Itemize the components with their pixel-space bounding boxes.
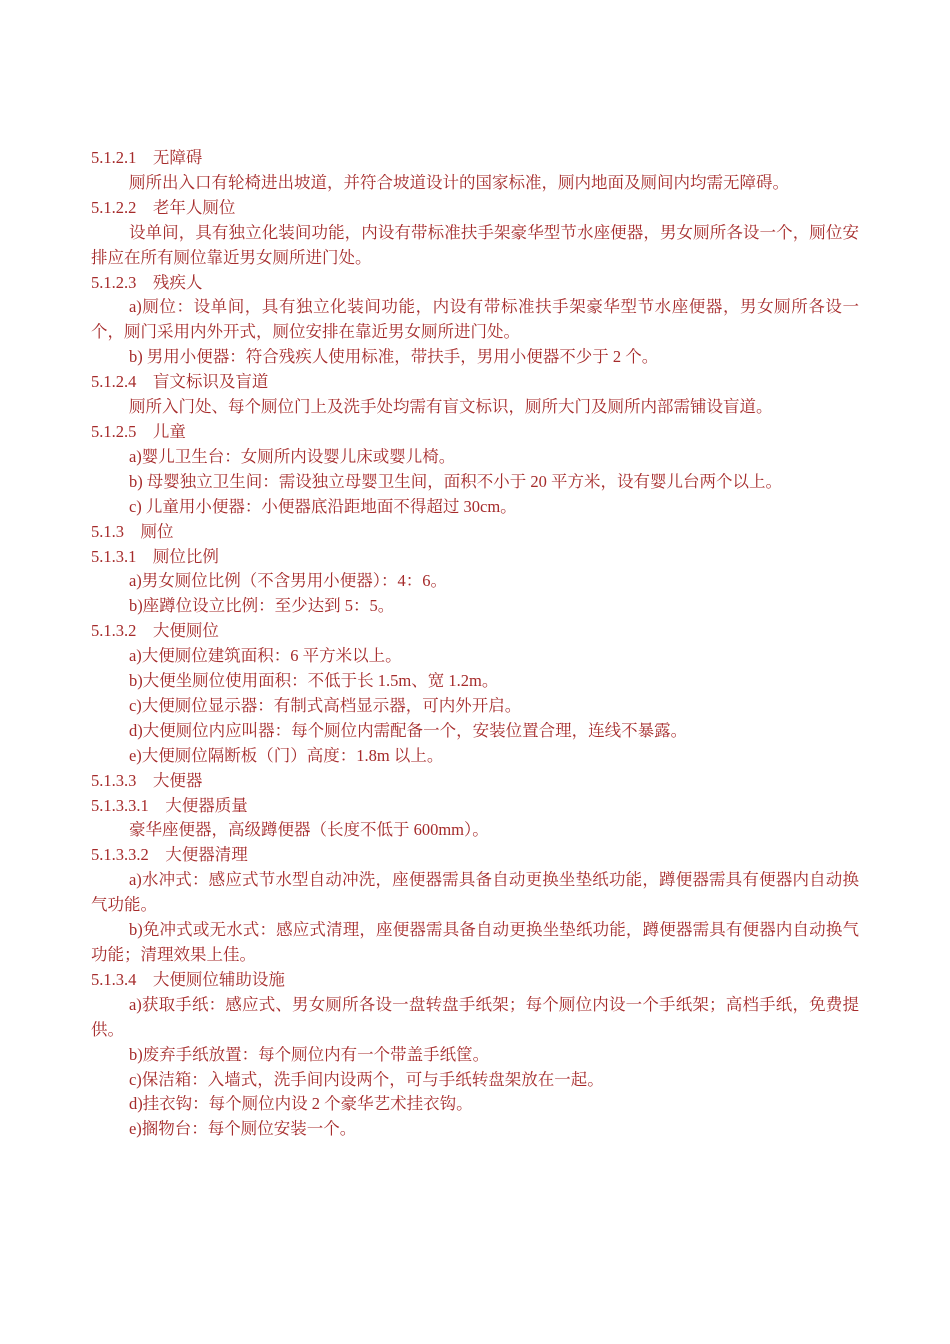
list-item: a)婴儿卫生台：女厕所内设婴儿床或婴儿椅。	[128, 446, 456, 466]
list-item: a)大便厕位建筑面积：6 平方米以上。	[128, 646, 402, 666]
list-item: e)搁物台：每个厕位安装一个。	[128, 1119, 357, 1139]
list-item: d)大便厕位内应叫器：每个厕位内需配备一个，安装位置合理，连线不暴露。	[128, 720, 688, 740]
list-item: b) 男用小便器：符合残疾人使用标准，带扶手，男用小便器不少于 2 个。	[128, 347, 659, 367]
section-heading: 5.1.2.4 盲文标识及盲道	[91, 372, 269, 392]
paragraph: 设单间，具有独立化装间功能，内设有带标准扶手架豪华型节水座便器，男女厕所各设一个，厕位安排应在所有厕位靠近男女厕所进门处。	[91, 222, 859, 267]
list-item: a)水冲式：感应式节水型自动冲洗，座便器需具备自动更换坐垫纸功能，蹲便器需具有便器内自动换气功能。	[91, 870, 859, 915]
paragraph: 厕所入门处、每个厕位门上及洗手处均需有盲文标识，厕所大门及厕所内部需铺设盲道。	[128, 397, 773, 417]
section-heading: 5.1.3.3.2 大便器清理	[91, 845, 248, 865]
paragraph: 豪华座便器，高级蹲便器（长度不低于 600mm）。	[128, 820, 489, 840]
list-item: c) 儿童用小便器：小便器底沿距地面不得超过 30cm。	[128, 496, 517, 516]
list-item: b)大便坐厕位使用面积：不低于长 1.5m、宽 1.2m。	[128, 671, 499, 691]
section-heading: 5.1.2.5 儿童	[91, 421, 186, 441]
list-item: a)厕位：设单间，具有独立化装间功能，内设有带标准扶手架豪华型节水座便器，男女厕所各设一个，厕门采用内外开式，厕位安排在靠近男女厕所进门处。	[91, 297, 859, 342]
list-item: a)男女厕位比例（不含男用小便器）：4：6。	[128, 571, 448, 591]
list-item: b)废弃手纸放置：每个厕位内有一个带盖手纸筐。	[128, 1044, 490, 1064]
list-item: c)大便厕位显示器：有制式高档显示器，可内外开启。	[128, 695, 522, 715]
list-item: a)获取手纸：感应式、男女厕所各设一盘转盘手纸架；每个厕位内设一个手纸架；高档手纸，免费提供。	[91, 994, 859, 1039]
list-item: e)大便厕位隔断板（门）高度：1.8m 以上。	[128, 745, 444, 765]
section-heading: 5.1.3.3 大便器	[91, 770, 203, 790]
document-body	[91, 146, 859, 1142]
list-item: b)座蹲位设立比例：至少达到 5：5。	[128, 596, 395, 616]
section-heading: 5.1.3.1 厕位比例	[91, 546, 219, 566]
section-heading: 5.1.3.3.1 大便器质量	[91, 795, 248, 815]
section-heading: 5.1.2.2 老年人厕位	[91, 197, 236, 217]
list-item: b)免冲式或无水式：感应式清理，座便器需具备自动更换坐垫纸功能，蹲便器需具有便器内自动换气功能；清理效果上佳。	[91, 920, 859, 964]
section-heading: 5.1.2.3 残疾人	[91, 272, 203, 292]
section-heading: 5.1.3.4 大便厕位辅助设施	[91, 969, 285, 989]
section-heading: 5.1.3 厕位	[91, 521, 174, 541]
list-item: b) 母婴独立卫生间：需设独立母婴卫生间，面积不小于 20 平方米，设有婴儿台两个以上。	[128, 471, 783, 491]
list-item: d)挂衣钩：每个厕位内设 2 个豪华艺术挂衣钩。	[128, 1094, 473, 1114]
paragraph: 厕所出入口有轮椅进出坡道，并符合坡道设计的国家标准，厕内地面及厕间内均需无障碍。	[128, 172, 789, 192]
section-heading: 5.1.3.2 大便厕位	[91, 621, 219, 641]
list-item: c)保洁箱：入墙式，洗手间内设两个，可与手纸转盘架放在一起。	[128, 1069, 604, 1089]
section-heading: 5.1.2.1 无障碍	[91, 148, 203, 167]
